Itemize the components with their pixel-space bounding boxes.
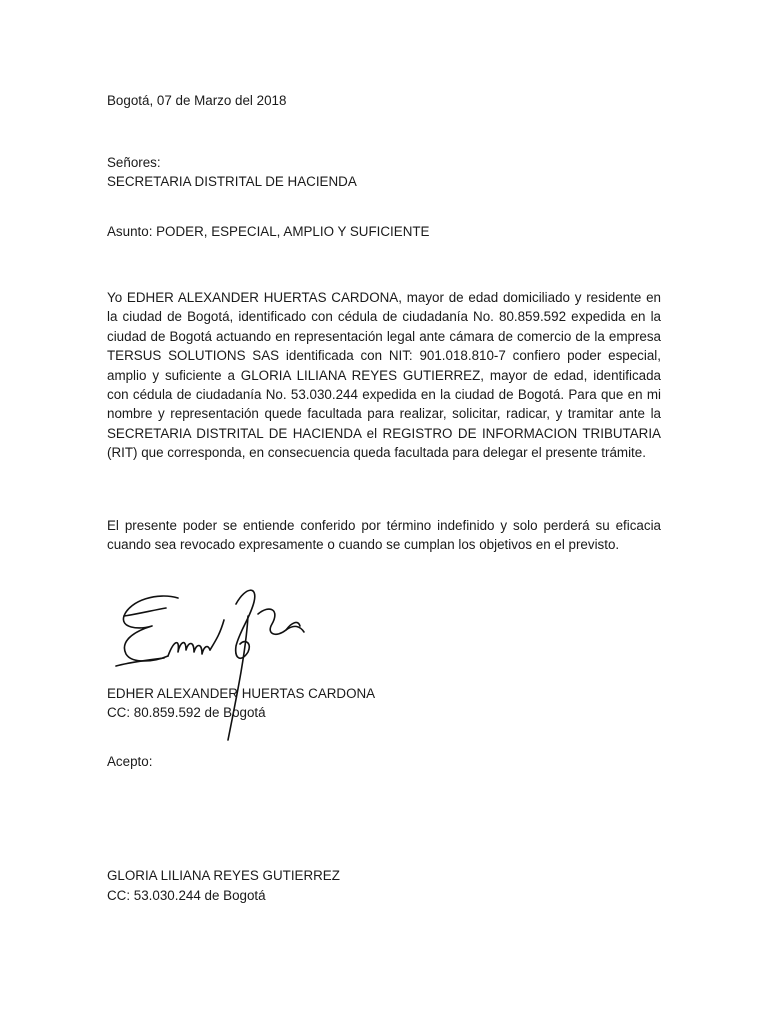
- grantee-id: CC: 53.030.244 de Bogotá: [107, 888, 266, 903]
- recipient: SECRETARIA DISTRITAL DE HACIENDA: [107, 174, 357, 189]
- date-line: Bogotá, 07 de Marzo del 2018: [107, 93, 287, 108]
- acceptance-label: Acepto:: [107, 754, 153, 769]
- grantee-name: GLORIA LILIANA REYES GUTIERREZ: [107, 868, 340, 883]
- validity-paragraph: El presente poder se entiende conferido por término indefinido y solo perderá su eficacia cuando sea revocado expresamente o cuando se cumplan los objetivos en el previsto.: [107, 518, 661, 553]
- body-paragraph: Yo EDHER ALEXANDER HUERTAS CARDONA, mayor de edad domiciliado y residente en la ciudad de Bogotá, identificado con cédula de ciudadanía No. 80.859.592 expedida en la ciudad de Bogotá actuando en representación legal ante cámara de comercio de la empresa TERSUS SOLUTIONS SAS identificada con NIT: 901.018.810-7 confiero poder especial, amplio y suficiente a GLORIA LILIANA REYES GUTIERREZ, mayor de edad, identificada con cédula de ciudadanía No. 53.030.244 expedida en la ciudad de Bogotá. Para que en mi nombre y representación quede facultada para realizar, solicitar, radicar, y tramitar ante la SECRETARIA DISTRITAL DE HACIENDA el REGISTRO DE INFORMACION TRIBUTARIA (RIT) que corresponda, en consecuencia queda facultada para delegar el presente trámite.: [107, 290, 661, 461]
- subject-line: Asunto: PODER, ESPECIAL, AMPLIO Y SUFICIENTE: [107, 224, 430, 239]
- salutation: Señores:: [107, 155, 161, 170]
- grantor-name: EDHER ALEXANDER HUERTAS CARDONA: [107, 686, 376, 701]
- grantor-id: CC: 80.859.592 de Bogotá: [107, 705, 266, 720]
